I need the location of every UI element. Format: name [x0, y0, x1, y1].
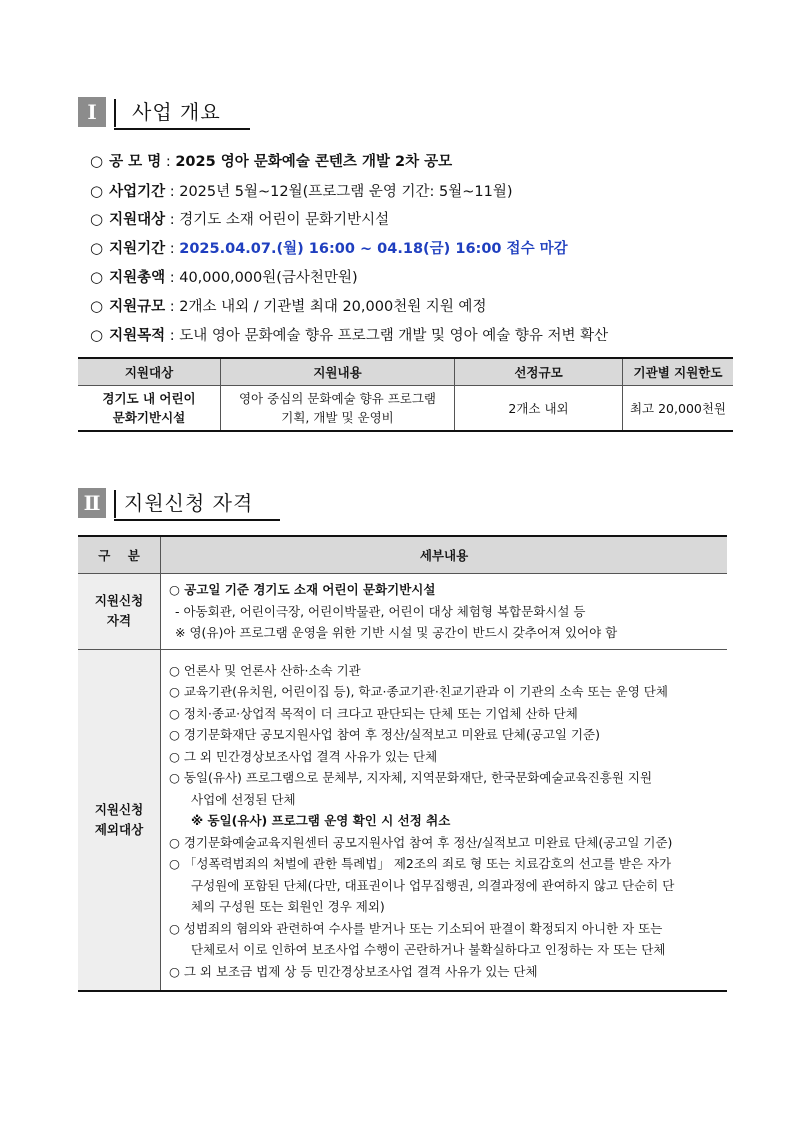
item-value: 2025 영아 문화예술 콘텐츠 개발 2차 공모 [175, 154, 453, 170]
col-header-content: 지원내용 [221, 358, 455, 386]
list-item: - 아동회관, 어린이극장, 어린이박물관, 어린이 대상 체험형 복합문화시설 등 [175, 603, 586, 619]
cell-target: 경기도 내 어린이 문화기반시설 [78, 386, 221, 432]
section-1-number: Ⅰ [78, 97, 106, 127]
list-item: ○ 공고일 기준 경기도 소재 어린이 문화기반시설 [169, 582, 436, 597]
circle-bullet-icon: ○ [90, 297, 104, 315]
item-label: 지원규모 [109, 299, 166, 315]
table-row-exclusions [78, 649, 727, 991]
list-item: ○ 언론사 및 언론사 산하·소속 기관 [169, 662, 361, 678]
item-label: 지원목적 [109, 328, 166, 344]
list-item: ※ 영(유)아 프로그램 운영을 위한 기반 시설 및 공간이 반드시 갖추어져 있어야 함 [175, 625, 618, 640]
list-item: ○ 성범죄의 혐의와 관련하여 수사를 받거나 또는 기소되어 판결이 확정되지 아니한 자 또는 [169, 920, 663, 936]
cell-scale: 2개소 내외 [455, 386, 623, 432]
category-eligibility: 지원신청 자격 [78, 574, 161, 650]
col-header-limit: 기관별 지원한도 [623, 358, 734, 386]
item-value-deadline: 2025.04.07.(월) 16:00 ~ 04.18(금) 16:00 접수 마감 [179, 241, 568, 257]
item-value: 40,000,000원(금사천만원) [179, 270, 358, 286]
overview-item-period: ○ 사업기간 : 2025년 5월~12월(프로그램 운영 기간: 5월~11월) [90, 182, 513, 200]
section-1-divider [114, 99, 116, 127]
item-label: 지원총액 [109, 270, 166, 286]
overview-item-purpose: ○ 지원목적 : 도내 영아 문화예술 향유 프로그램 개발 및 영아 예술 향유 저변 확산 [90, 326, 609, 344]
circle-bullet-icon: ○ [90, 268, 104, 286]
item-value: 2025년 5월~12월(프로그램 운영 기간: 5월~11월) [179, 184, 513, 200]
table-header-row [78, 358, 733, 386]
col-header-target: 지원대상 [78, 358, 221, 386]
support-summary-table [78, 357, 733, 432]
table-row-eligibility [78, 574, 727, 650]
item-label: 공 모 명 [109, 154, 162, 170]
list-item: ○ 동일(유사) 프로그램으로 문체부, 지자체, 지역문화재단, 한국문화예술교육진흥원 지원 [169, 770, 653, 785]
list-item: ○ 그 외 민간경상보조사업 결격 사유가 있는 단체 [169, 748, 438, 764]
col-header-details: 세부내용 [161, 536, 728, 574]
item-label: 사업기간 [109, 184, 166, 200]
item-value: 2개소 내외 / 기관별 최대 20,000천원 지원 예정 [179, 299, 487, 315]
overview-item-name: ○ 공 모 명 : 2025 영아 문화예술 콘텐츠 개발 2차 공모 [90, 152, 453, 170]
section-2-divider [114, 490, 116, 518]
table-row [78, 386, 733, 432]
section-2-underline [114, 519, 280, 521]
overview-item-target: ○ 지원대상 : 경기도 소재 어린이 문화기반시설 [90, 210, 390, 228]
cell-limit: 최고 20,000천원 [623, 386, 734, 432]
overview-item-total: ○ 지원총액 : 40,000,000원(금사천만원) [90, 268, 358, 286]
section-1-title: 사업 개요 [132, 100, 221, 124]
details-exclusions [161, 649, 728, 991]
item-label: 지원대상 [109, 212, 166, 228]
overview-item-scale: ○ 지원규모 : 2개소 내외 / 기관별 최대 20,000천원 지원 예정 [90, 297, 487, 315]
list-item: 단체로서 이로 인하여 보조사업 수행이 곤란하거나 불확실하다고 인정하는 자 또는 단체 [191, 942, 666, 957]
table-header-row [78, 536, 727, 574]
details-eligibility [161, 574, 728, 650]
circle-bullet-icon: ○ [90, 326, 104, 344]
list-item: ※ 동일(유사) 프로그램 운영 확인 시 선정 취소 [191, 813, 451, 828]
section-2-title: 지원신청 자격 [124, 491, 254, 515]
section-2-number: Ⅱ [78, 488, 106, 518]
col-header-scale: 선정규모 [455, 358, 623, 386]
circle-bullet-icon: ○ [90, 152, 104, 170]
list-item: ○ 경기문화재단 공모지원사업 참여 후 정산/실적보고 미완료 단체(공고일 기준) [169, 727, 600, 742]
list-item: 사업에 선정된 단체 [191, 791, 296, 807]
list-item: 체의 구성원 또는 회원인 경우 제외) [191, 899, 385, 914]
item-value: 도내 영아 문화예술 향유 프로그램 개발 및 영아 예술 향유 저변 확산 [179, 328, 609, 344]
eligibility-table [78, 535, 727, 992]
item-value: 경기도 소재 어린이 문화기반시설 [179, 212, 390, 228]
circle-bullet-icon: ○ [90, 210, 104, 228]
list-item: ○ 그 외 보조금 법제 상 등 민간경상보조사업 결격 사유가 있는 단체 [169, 963, 538, 979]
cell-content: 영아 중심의 문화예술 향유 프로그램 기획, 개발 및 운영비 [221, 386, 455, 432]
list-item: ○ 「성폭력범죄의 처벌에 관한 특례법」 제2조의 죄로 형 또는 치료감호의 선고를 받은 자가 [169, 856, 672, 871]
list-item: ○ 정치·종교·상업적 목적이 더 크다고 판단되는 단체 또는 기업체 산하 단체 [169, 705, 578, 721]
list-item: ○ 교육기관(유치원, 어린이집 등), 학교·종교기관·친교기관과 이 기관의 소속 또는 운영 단체 [169, 684, 668, 699]
list-item: ○ 경기문화예술교육지원센터 공모지원사업 참여 후 정산/실적보고 미완료 단체(공고일 기준) [169, 834, 673, 850]
circle-bullet-icon: ○ [90, 239, 104, 257]
section-1-underline [114, 128, 250, 130]
item-label: 지원기간 [109, 241, 166, 257]
circle-bullet-icon: ○ [90, 182, 104, 200]
col-header-category: 구 분 [78, 536, 161, 574]
list-item: 구성원에 포함된 단체(다만, 대표권이나 업무집행권, 의결과정에 관여하지 않고 단순히 단 [191, 877, 675, 893]
overview-item-application-period: ○ 지원기간 : 2025.04.07.(월) 16:00 ~ 04.18(금) 16:00 접수 마감 [90, 239, 568, 257]
category-exclusions: 지원신청 제외대상 [78, 649, 161, 991]
